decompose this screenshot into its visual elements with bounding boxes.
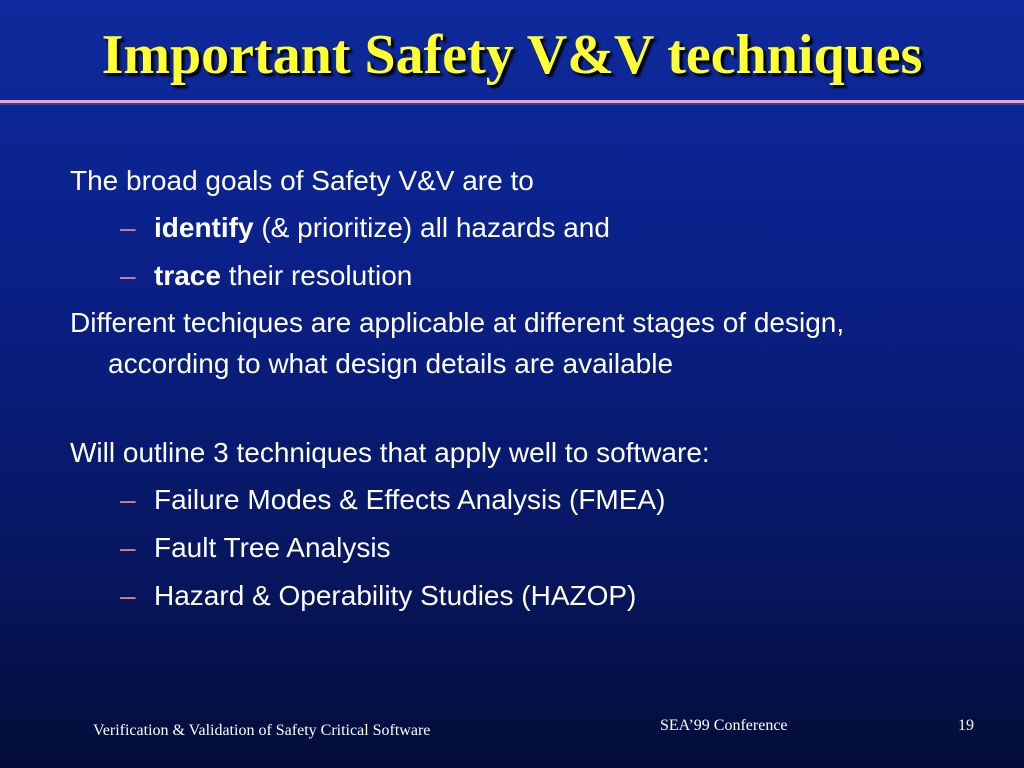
slide-title: Important Safety V&V techniques bbox=[101, 24, 923, 86]
sub-bullet-fault-tree bbox=[70, 527, 950, 568]
sub-bullet-identify-text: (& prioritize) all hazards and bbox=[253, 212, 610, 243]
sub-bullet-trace-text: their resolution bbox=[220, 260, 413, 291]
footer-course-title: Verification & Validation of Safety Critical Software bbox=[93, 722, 431, 739]
keyword-identify: identify bbox=[154, 212, 254, 243]
bullet-different-techniques: Different techiques are applicable at different stages of design, according to what design details are available bbox=[70, 307, 845, 379]
sub-bullet-fault-tree-text: Fault Tree Analysis bbox=[154, 532, 391, 563]
sub-bullet-fmea bbox=[70, 479, 950, 520]
sub-bullet-fmea-text: Failure Modes & Effects Analysis (FMEA) bbox=[154, 484, 666, 515]
slide-body bbox=[70, 160, 950, 616]
bullet-goals: The broad goals of Safety V&V are to bbox=[70, 165, 534, 196]
sub-bullet-hazop-text: Hazard & Operability Studies (HAZOP) bbox=[154, 580, 637, 611]
footer-conference: SEA’99 Conference bbox=[660, 717, 788, 734]
dash-marker: – bbox=[120, 260, 136, 291]
bullet-outline-techniques: Will outline 3 techniques that apply well to software: bbox=[70, 437, 710, 468]
dash-marker: – bbox=[120, 580, 136, 611]
sub-bullet-hazop bbox=[70, 575, 950, 616]
dash-marker: – bbox=[120, 484, 136, 515]
keyword-trace: trace bbox=[154, 260, 221, 291]
title-divider-shadow bbox=[0, 103, 1024, 105]
sub-bullet-identify bbox=[70, 207, 950, 248]
dash-marker: – bbox=[120, 212, 136, 243]
sub-bullet-trace bbox=[70, 255, 950, 296]
dash-marker: – bbox=[120, 532, 136, 563]
slide-number: 19 bbox=[958, 717, 974, 734]
